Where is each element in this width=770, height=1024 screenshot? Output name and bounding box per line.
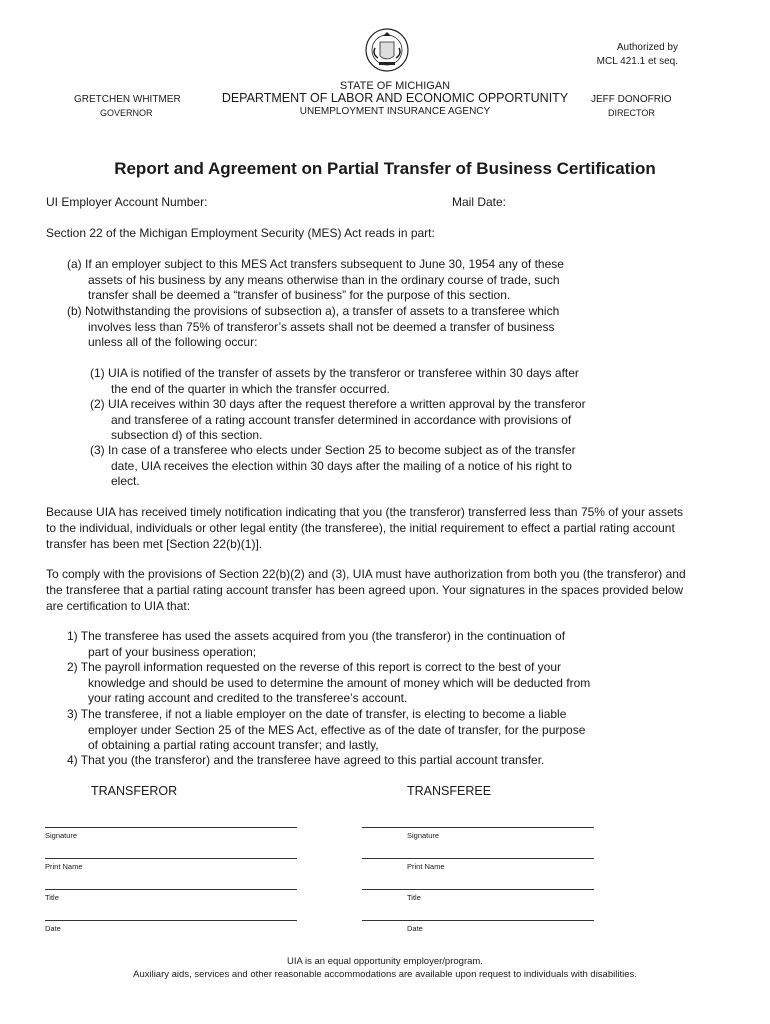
sub-item-line: the end of the quarter in which the transfer occurred. <box>111 381 390 396</box>
section-a-line: (a) If an employer subject to this MES Act transfers subsequent to June 30, 1954 any of these <box>67 257 564 271</box>
transferor-title-line[interactable] <box>45 889 297 890</box>
cert-item-line: 2) The payroll information requested on the reverse of this report is correct to the best of your <box>67 660 562 674</box>
cert-item-3 <box>67 707 585 754</box>
cert-item-line: 1) The transferee has used the assets acquired from you (the transferor) in the continuation of <box>67 629 566 643</box>
notification-paragraph <box>46 505 726 552</box>
page-title: Report and Agreement on Partial Transfer of Business Certification <box>114 159 656 178</box>
cert-item-line: knowledge and should be used to determine the amount of money which will be deducted from <box>88 675 591 690</box>
transferee-title-line[interactable] <box>362 889 594 890</box>
section-a-line: transfer shall be deemed a “transfer of business” for the purpose of this section. <box>88 288 511 303</box>
transferor-signature-line[interactable] <box>45 827 297 828</box>
agency-name: UNEMPLOYMENT INSURANCE AGENCY <box>299 106 491 117</box>
sub-item-line: (3) In case of a transferee who elects under Section 25 to become subject as of the transfer <box>90 443 576 457</box>
section-b-line: involves less than 75% of transferor’s assets shall not be deemed a transfer of business <box>88 319 555 334</box>
transferee-date-line[interactable] <box>362 920 594 921</box>
transferee-print-name-label: Print Name <box>407 862 445 871</box>
transferee-title-label: Title <box>407 893 421 902</box>
paragraph-line: the transferee that a partial rating account transfer has been agreed upon. Your signatures in the spaces provided below <box>46 582 684 597</box>
authorization-note <box>597 41 678 69</box>
department-name: DEPARTMENT OF LABOR AND ECONOMIC OPPORTUNITY <box>221 91 569 105</box>
director-name: JEFF DONOFRIO <box>591 94 672 105</box>
state-name: STATE OF MICHIGAN <box>339 80 451 92</box>
cert-item-line: 3) The transferee, if not a liable employer on the date of transfer, is electing to become a liable <box>67 707 567 721</box>
authorized-by-text: Authorized by <box>616 42 678 53</box>
account-number-label: UI Employer Account Number: <box>46 195 208 209</box>
sub-item-1 <box>90 366 579 397</box>
transferor-title-label: Title <box>45 893 59 902</box>
sub-item-3 <box>90 443 576 490</box>
section-a <box>67 257 564 304</box>
paragraph-line: To comply with the provisions of Section 22(b)(2) and (3), UIA must have authorization from both you (the transferor) and <box>46 567 686 581</box>
cert-item-1 <box>67 629 565 660</box>
transferee-signature-label: Signature <box>407 831 440 840</box>
governor-title: GOVERNOR <box>100 108 153 118</box>
transferor-print-name-label: Print Name <box>45 862 83 871</box>
sub-item-line: (2) UIA receives within 30 days after the request therefore a written approval by the transferor <box>90 397 586 411</box>
statute-reference: MCL 421.1 et seq. <box>596 56 678 67</box>
transferee-date-label: Date <box>407 924 423 933</box>
intro-text: Section 22 of the Michigan Employment Security (MES) Act reads in part: <box>46 226 435 240</box>
cert-item-line: part of your business operation; <box>88 644 257 659</box>
transferee-print-name-line[interactable] <box>362 858 594 859</box>
sub-item-line: (1) UIA is notified of the transfer of assets by the transferor or transferee within 30 days after <box>90 366 579 380</box>
paragraph-line: Because UIA has received timely notification indicating that you (the transferor) transferred less than 75% of your assets <box>46 505 683 519</box>
sub-item-line: elect. <box>111 474 140 489</box>
director-title: DIRECTOR <box>608 108 655 118</box>
equal-opportunity-text: UIA is an equal opportunity employer/program. <box>287 956 483 967</box>
compliance-paragraph <box>46 567 726 614</box>
cert-item-line: 4) That you (the transferor) and the transferee have agreed to this partial account transfer. <box>67 753 545 767</box>
transferee-signature-line[interactable] <box>362 827 594 828</box>
section-b-line: (b) Notwithstanding the provisions of subsection a), a transfer of assets to a transferee which <box>67 304 560 318</box>
paragraph-line: transfer has been met [Section 22(b)(1)]. <box>46 536 263 551</box>
accommodations-text: Auxiliary aids, services and other reasonable accommodations are available upon request to individuals with disabilities. <box>133 969 637 980</box>
cert-item-line: of obtaining a partial rating account transfer; and lastly, <box>88 738 379 753</box>
section-b <box>67 304 559 351</box>
transferor-signature-label: Signature <box>45 831 78 840</box>
cert-item-2 <box>67 660 590 707</box>
cert-item-line: your rating account and credited to the transferee’s account. <box>88 691 408 706</box>
transferee-heading: TRANSFEREE <box>407 784 492 798</box>
transferor-date-line[interactable] <box>45 920 297 921</box>
paragraph-line: are certification to UIA that: <box>46 598 191 613</box>
michigan-state-seal <box>364 26 410 74</box>
section-a-line: assets of his business by any means otherwise than in the ordinary course of trade, such <box>88 272 560 287</box>
sub-item-line: date, UIA receives the election within 30 days after the mailing of a notice of his right to <box>111 458 572 473</box>
sub-item-line: and transferee of a rating account transfer determined in accordance with provisions of <box>111 412 572 427</box>
cert-item-line: employer under Section 25 of the MES Act, effective as of the date of transfer, for the purpose <box>88 722 586 737</box>
section-b-line: unless all of the following occur: <box>88 335 258 350</box>
governor-name: GRETCHEN WHITMER <box>74 94 181 105</box>
transferor-heading: TRANSFEROR <box>91 784 178 798</box>
paragraph-line: to the individual, individuals or other legal entity (the transferee), the initial requirement to effect a partial rating account <box>46 520 675 535</box>
transferor-date-label: Date <box>45 924 61 933</box>
sub-item-2 <box>90 397 586 444</box>
cert-item-4 <box>67 753 544 769</box>
mail-date-label: Mail Date: <box>452 195 507 209</box>
sub-item-line: subsection d) of this section. <box>111 428 263 443</box>
transferor-print-name-line[interactable] <box>45 858 297 859</box>
footer <box>0 955 770 981</box>
